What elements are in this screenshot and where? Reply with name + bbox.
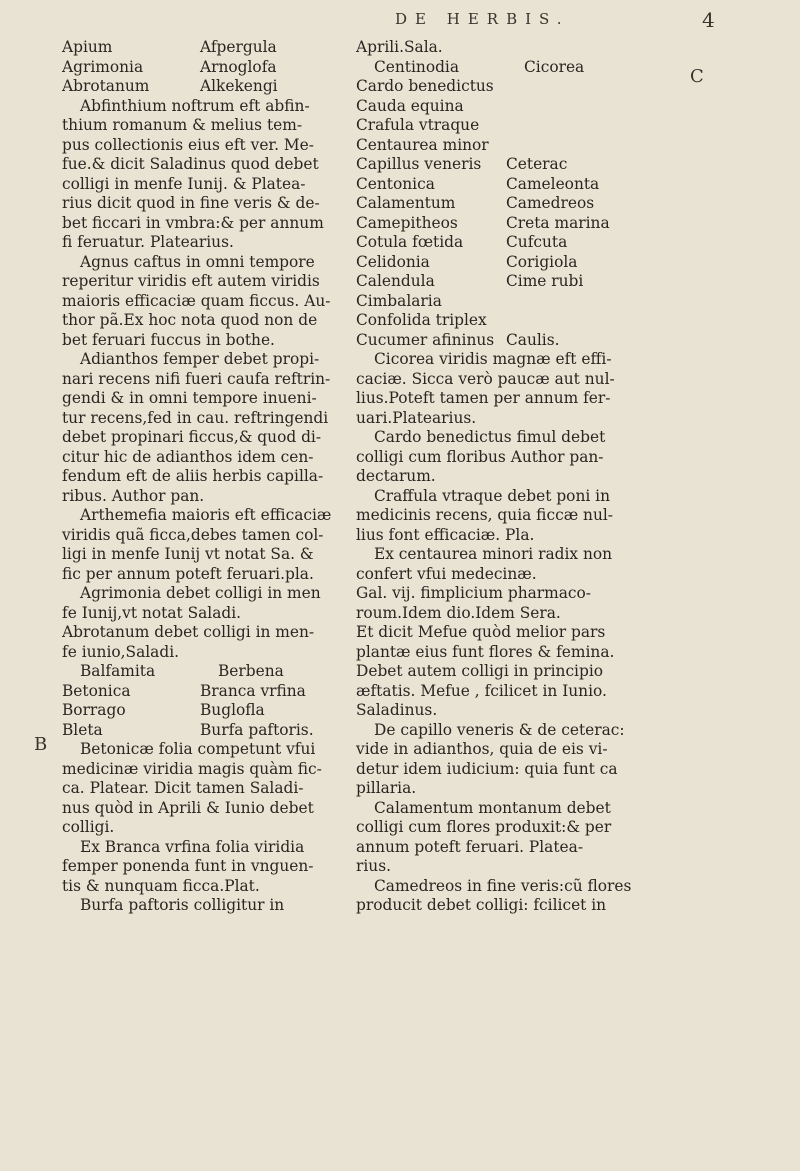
text-line: colligi in menfe Iunij. & Platea-	[62, 174, 306, 193]
text-line: citur hic de adianthos idem cen-	[62, 447, 314, 466]
text-line: fue.& dicit Saladinus quod debet	[62, 155, 319, 173]
text-line: Arthemefia maioris eft efficaciæ	[80, 506, 332, 524]
herb-name: Buglofla	[200, 701, 265, 719]
herb-list-line	[356, 331, 638, 351]
herb-name: Camepitheos	[356, 213, 458, 232]
text-line: maioris efficaciæ quam ficcus. Au-	[62, 291, 331, 310]
herb-name: Borrago	[62, 701, 126, 719]
text-line: Cicorea viridis magnæ eft effi-	[374, 350, 612, 368]
text-line: colligi cum flores produxit:& per	[356, 818, 612, 836]
text-line: colligi.	[62, 818, 115, 836]
herb-name: Apium	[62, 38, 113, 56]
text-line: thium romanum & melius tem-	[62, 116, 303, 134]
text-line: Cardo benedictus fimul debet	[374, 428, 606, 446]
text-line: medicinæ viridia magis quàm fic-	[62, 759, 322, 778]
herb-list-line	[356, 155, 638, 175]
text-line: lius.Poteft tamen per annum fer-	[356, 389, 611, 407]
text-line: Aprili.Sala.	[356, 38, 443, 56]
herb-name: Cucumer afininus	[356, 330, 495, 349]
text-line: tur recens,fed in cau. reftringendi	[62, 408, 329, 427]
herb-name: Capillus veneris	[356, 155, 482, 173]
text-line: pillaria.	[356, 779, 417, 797]
page-number: 4	[702, 8, 715, 32]
text-line: Agrimonia debet colligi in men	[80, 584, 321, 602]
text-line: debet propinari ficcus,& quod di-	[62, 428, 322, 446]
text-line: Crafula vtraque	[356, 116, 480, 134]
text-line: Confolida triplex	[356, 311, 487, 329]
text-line: producit debet colligi: fcilicet in	[356, 896, 607, 914]
herb-name: Cotula fœtida	[356, 233, 464, 251]
herb-list-line	[356, 214, 638, 234]
herb-list-line	[62, 701, 352, 721]
text-line: Debet autem colligi in principio	[356, 662, 604, 680]
page-header	[0, 10, 800, 38]
text-line: bet ficcari in vmbra:& per annum	[62, 213, 324, 232]
herb-name: Alkekengi	[200, 77, 278, 95]
text-line: rius.	[356, 857, 391, 875]
text-line: Ex Branca vrfina folia viridia	[80, 837, 305, 856]
herb-name: Burfa paftoris.	[200, 720, 314, 739]
margin-letter-b: B	[34, 734, 48, 755]
text-line: confert vfui medecinæ.	[356, 564, 537, 583]
right-column	[356, 38, 638, 916]
herb-list-line	[62, 682, 352, 702]
text-line: De capillo veneris & de ceterac:	[374, 720, 625, 739]
text-line: Et dicit Mefue quòd melior pars	[356, 623, 606, 641]
herb-name: Centinodia	[374, 57, 460, 76]
text-line: medicinis recens, quia ficcæ nul-	[356, 506, 613, 524]
text-line: Centaurea minor	[356, 135, 489, 154]
herb-list-line	[62, 38, 352, 58]
text-line: gendi & in omni tempore inueni-	[62, 389, 317, 407]
left-column	[62, 38, 352, 916]
herb-name: Abrotanum	[62, 77, 150, 95]
herb-name: Bleta	[62, 720, 103, 739]
text-line: fe iunio,Saladi.	[62, 642, 180, 661]
text-line: Burfa paftoris colligitur in	[80, 896, 285, 914]
herb-name: Balfamita	[80, 662, 156, 680]
herb-list-line	[356, 253, 638, 273]
herb-list-line	[62, 77, 352, 97]
text-line: Cauda equina	[356, 96, 464, 115]
herb-name: Arnoglofa	[200, 57, 277, 76]
text-line: Craffula vtraque debet poni in	[374, 486, 610, 505]
text-line: rius dicit quod in fine veris & de-	[62, 194, 320, 212]
herb-name: Calendula	[356, 272, 435, 290]
herb-name: Berbena	[218, 662, 284, 680]
text-line: Betonicæ folia competunt vfui	[80, 740, 316, 758]
herb-name: Cameleonta	[506, 174, 600, 193]
text-line: uari.Platearius.	[356, 408, 477, 427]
herb-name: Centonica	[356, 174, 435, 193]
text-line: Abfinthium noftrum eft abfin-	[80, 96, 310, 115]
text-line: fendum eft de aliis herbis capilla-	[62, 467, 324, 485]
text-line: Cimbalaria	[356, 291, 442, 310]
text-line: dectarum.	[356, 467, 436, 485]
text-line: colligi cum floribus Author pan-	[356, 447, 604, 466]
herb-name: Caulis.	[506, 330, 560, 349]
herb-list-line	[356, 233, 638, 253]
text-line: viridis quã ficca,debes tamen col-	[62, 525, 324, 544]
herb-name: Celidonia	[356, 252, 430, 271]
text-line: Gal. vij. fimplicium pharmaco-	[356, 584, 592, 602]
text-line: caciæ. Sicca verò paucæ aut nul-	[356, 369, 615, 388]
herb-name: Calamentum	[356, 194, 456, 212]
text-line: Agnus caftus in omni tempore	[80, 252, 315, 271]
herb-name: Corigiola	[506, 252, 578, 271]
text-line: ligi in menfe Iunij vt notat Sa. &	[62, 545, 314, 563]
herb-name: Branca vrfina	[200, 681, 306, 700]
text-line: plantæ eius funt flores & femina.	[356, 642, 615, 661]
text-line: ribus. Author pan.	[62, 486, 205, 505]
text-line: fic per annum poteft feruari.pla.	[62, 564, 314, 583]
text-line: Cardo benedictus	[356, 77, 494, 95]
text-line: lius font efficaciæ. Pla.	[356, 525, 535, 544]
text-line: Camedreos in fine veris:cũ flores	[374, 876, 632, 895]
herb-list-line	[356, 58, 638, 78]
herb-name: Cime rubi	[506, 272, 584, 290]
text-line: Adianthos femper debet propi-	[80, 350, 320, 368]
herb-list-line	[356, 175, 638, 195]
text-line: ca. Platear. Dicit tamen Saladi-	[62, 779, 304, 797]
herb-list-line	[62, 721, 352, 741]
herb-name: Agrimonia	[62, 57, 144, 76]
herb-name: Cicorea	[524, 57, 585, 76]
text-line: Calamentum montanum debet	[374, 798, 611, 817]
text-line: æftatis. Mefue , fcilicet in Iunio.	[356, 681, 607, 700]
text-line: Abrotanum debet colligi in men-	[62, 623, 315, 641]
herb-list-line	[356, 272, 638, 292]
herb-name: Creta marina	[506, 213, 610, 232]
herb-list-line	[62, 58, 352, 78]
text-line: annum poteft feruari. Platea-	[356, 837, 584, 856]
running-title: DE HERBIS.	[395, 10, 570, 28]
text-line: roum.Idem dio.Idem Sera.	[356, 603, 561, 622]
text-line: vide in adianthos, quia de eis vi-	[356, 740, 608, 758]
text-line: detur idem iudicium: quia funt ca	[356, 759, 618, 778]
herb-name: Cufcuta	[506, 233, 568, 251]
herb-list-line	[356, 194, 638, 214]
text-line: tis & nunquam ficca.Plat.	[62, 876, 260, 895]
text-line: nari recens nifi fueri caufa reftrin-	[62, 369, 331, 388]
herb-name: Afpergula	[200, 38, 277, 56]
text-line: Ex centaurea minori radix non	[374, 545, 613, 563]
herb-list-line	[62, 662, 352, 682]
text-line: femper ponenda funt in vnguen-	[62, 857, 314, 875]
herb-name: Camedreos	[506, 194, 595, 212]
text-line: pus collectionis eius eft ver. Me-	[62, 135, 314, 154]
text-line: fe Iunij,vt notat Saladi.	[62, 603, 242, 622]
text-line: Saladinus.	[356, 701, 438, 719]
text-line: thor pã.Ex hoc nota quod non de	[62, 311, 318, 329]
herb-name: Betonica	[62, 681, 131, 700]
herb-name: Ceterac	[506, 155, 568, 173]
margin-letter-c: C	[690, 66, 704, 87]
text-line: reperitur viridis eft autem viridis	[62, 272, 320, 290]
text-line: nus quòd in Aprili & Iunio debet	[62, 798, 314, 817]
text-line: bet feruari fuccus in bothe.	[62, 330, 275, 349]
text-line: fi feruatur. Platearius.	[62, 233, 234, 251]
